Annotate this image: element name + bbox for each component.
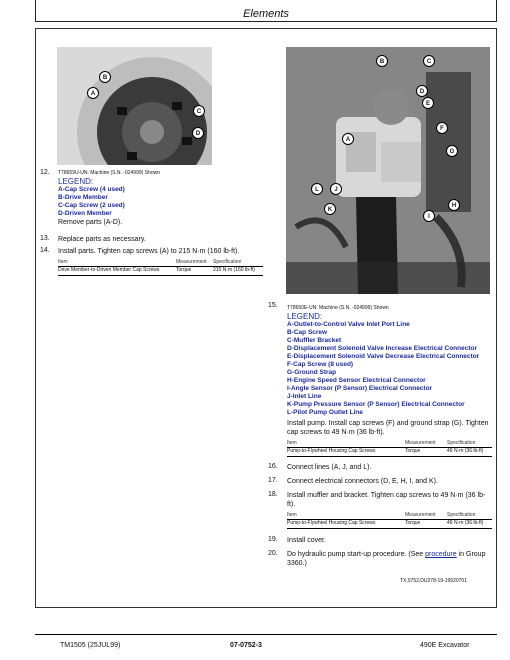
footer-manual-id: TM1505 (25JUL99) [60,642,121,649]
procedure-link[interactable]: procedure [425,551,457,558]
step-18-number: 18. [268,491,278,498]
legend-item: G-Ground Strap [287,369,337,376]
footer-model: 490E Excavator [420,642,470,649]
spec-header-specification: Specification [213,259,242,265]
document-reference: TX,0752,DU278-19-19920701 [400,578,467,584]
spec-header-measurement: Measurement [405,512,436,518]
legend-item: D-Driven Member [58,210,112,217]
callout-a: A [342,133,354,145]
legend-item: B-Cap Screw [287,329,328,336]
spec-cell-item: Pump-to-Flywheel Housing Cap Screws [287,448,376,454]
page-title: Elements [243,8,289,20]
step-18-text: Install muffler and bracket. Tighten cap screws to 49 N·m (36 lb-ft). [287,492,486,508]
step-20-number: 20. [268,550,278,557]
figure-drive-member-photo [57,47,212,165]
step-17-number: 17. [268,477,278,484]
step-12-number: 12. [40,169,50,176]
spec-header-specification: Specification [447,440,476,446]
spec-header-measurement: Measurement [176,259,207,265]
figure1-caption: T78659U-UN: Machine (S.N. -024999) Shown [58,170,160,176]
pump-illustration [286,47,490,294]
spec-cell-measurement: Torque [176,267,192,273]
step-17-text: Connect electrical connectors (D, E, H, I, and K). [287,478,438,485]
step-16-text: Connect lines (A, J, and L). [287,464,372,471]
callout-b: B [376,55,388,67]
spec-cell-measurement: Torque [405,448,421,454]
spec-header-item: Item [287,440,297,446]
step-19-number: 19. [268,536,278,543]
callout-e: E [422,97,434,109]
legend-item: F-Cap Screw (8 used) [287,361,354,368]
spec-cell-item: Drive Member-to-Driven Member Cap Screws [58,267,160,273]
step-13-number: 13. [40,235,50,242]
legend-item: A-Outlet-to-Control Valve Inlet Port Line [287,321,410,328]
step-12-legend-title: LEGEND: [58,177,94,186]
spec-header-item: Item [58,259,68,265]
legend-item: L-Pilot Pump Outlet Line [287,409,363,416]
step-14-text: Install parts. Tighten cap screws (A) to 215 N·m (160 lb-ft). [58,248,240,255]
spec-cell-specification: 49 N·m (36 lb-ft) [447,520,484,526]
step-16-number: 16. [268,463,278,470]
step-20-text-after: in Group 3360.) [287,551,486,567]
legend-item: E-Displacement Solenoid Valve Decrease Electrical Connector [287,353,480,360]
step-14-number: 14. [40,247,50,254]
step-19-text: Install cover. [287,537,326,544]
step-12-legend [58,186,125,218]
step-14-spec-table [58,259,263,276]
step-20-text [287,550,492,568]
step-15-spec-table [287,440,492,457]
step-13-text: Replace parts as necessary. [58,236,146,243]
callout-g: G [446,145,458,157]
footer-page-number: 07-0752-3 [230,642,262,649]
figure2-caption: T78650E-UN: Machine (S.N. -024999) Shown [287,305,389,311]
callout-a: A [87,87,99,99]
spec-cell-specification: 215 N·m (160 lb-ft) [213,267,255,273]
callout-i: I [423,210,435,222]
callout-j: J [330,183,342,195]
callout-c: C [423,55,435,67]
legend-item: I-Angle Sensor (P Sensor) Electrical Connector [287,385,433,392]
step-12-text: Remove parts (A-D). [58,219,123,226]
callout-d: D [192,127,204,139]
callout-k: K [324,203,336,215]
spec-cell-specification: 49 N·m (36 lb-ft) [447,448,484,454]
legend-item: A-Cap Screw (4 used) [58,186,125,193]
callout-h: H [448,199,460,211]
legend-item: C-Muffler Bracket [287,337,342,344]
step-18-spec-table [287,512,492,529]
step-15-number: 15. [268,302,278,309]
callout-f: F [436,122,448,134]
callout-d: D [416,85,428,97]
callout-b: B [99,71,111,83]
legend-item: C-Cap Screw (2 used) [58,202,125,209]
figure-pump-photo [286,47,490,294]
callout-c: C [193,105,205,117]
spec-cell-item: Pump-to-Flywheel Housing Cap Screws [287,520,376,526]
spec-header-specification: Specification [447,512,476,518]
legend-item: K-Pump Pressure Sensor (P Sensor) Electrical Connector [287,401,465,408]
spec-cell-measurement: Torque [405,520,421,526]
step-15-text: Install pump. Install cap screws (F) and ground strap (G). Tighten cap screws to 49 N·m (36 lb-ft). [287,420,489,436]
legend-item: H-Engine Speed Sensor Electrical Connector [287,377,426,384]
footer-divider [35,634,497,635]
legend-item: J-Inlet Line [287,393,322,400]
step-20-text-before: Do hydraulic pump start-up procedure. (See [287,551,424,558]
drive-member-illustration [57,47,212,165]
spec-header-measurement: Measurement [405,440,436,446]
callout-l: L [311,183,323,195]
legend-item: D-Displacement Solenoid Valve Increase Electrical Connector [287,345,478,352]
spec-header-item: Item [287,512,297,518]
legend-item: B-Drive Member [58,194,108,201]
step-15-legend-title: LEGEND: [287,312,323,321]
step-15-legend [287,321,479,417]
